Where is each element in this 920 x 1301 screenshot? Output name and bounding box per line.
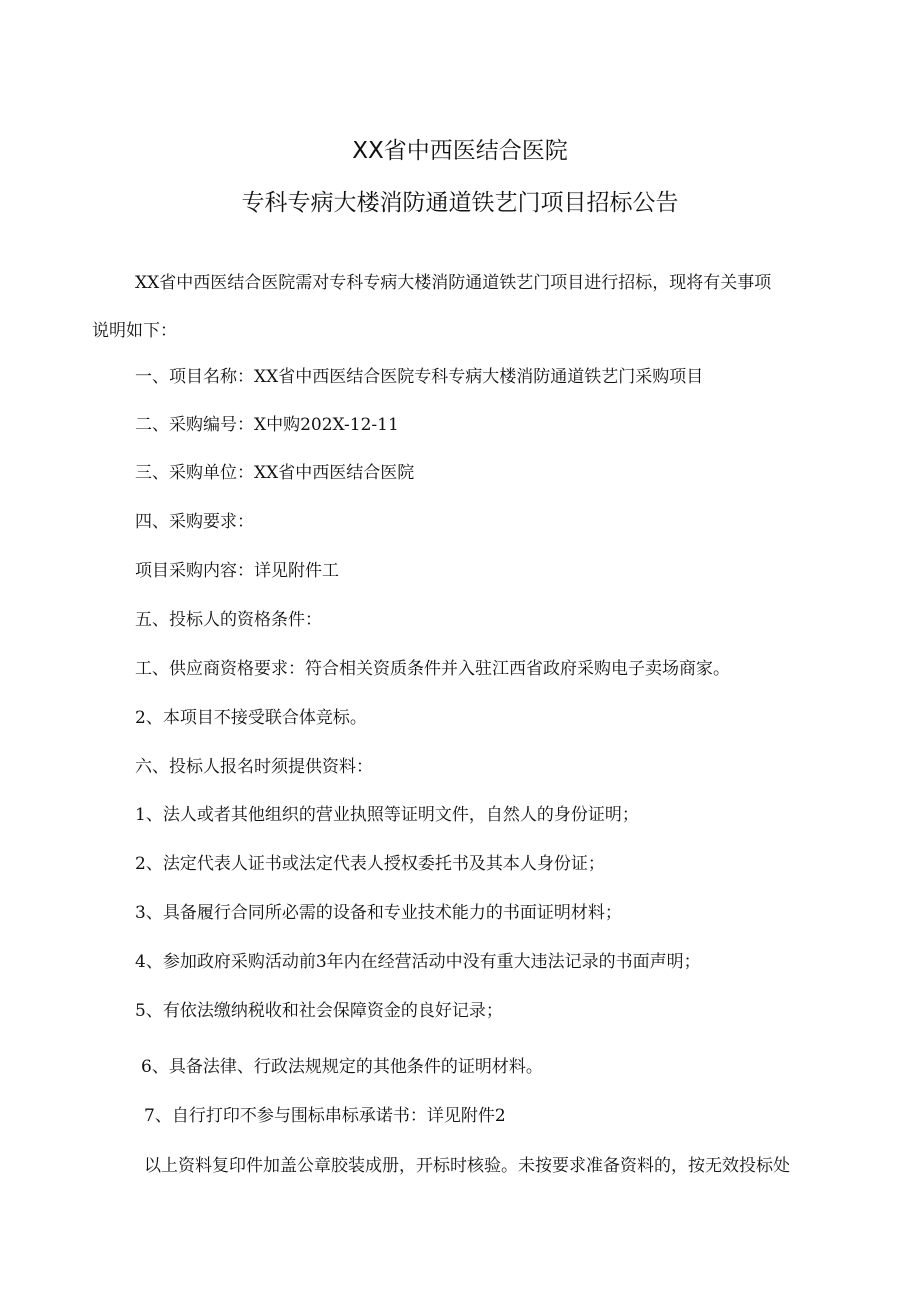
intro-paragraph-line-2: 说明如下：	[92, 321, 177, 341]
list-item-legal-representative: 2、法定代表人证书或法定代表人授权委托书及其本人身份证；	[135, 854, 605, 874]
item-supplier-requirements: 工、供应商资格要求：符合相关资质条件并入驻江西省政府采购电子卖场商家。	[135, 659, 730, 679]
item-procurement-number: 二、采购编号：X中购202X-12-11	[135, 415, 399, 435]
list-item-equipment-capability: 3、具备履行合同所必需的设备和专业技术能力的书面证明材料；	[135, 903, 622, 923]
list-item-commitment-letter: 7、自行打印不参与围标串标承诺书：详见附件2	[144, 1106, 506, 1126]
item-procurement-unit: 三、采购单位：XX省中西医结合医院	[135, 463, 415, 483]
item-bidder-qualifications: 五、投标人的资格条件：	[135, 610, 322, 630]
item-no-consortium: 2、本项目不接受联合体竞标。	[135, 708, 367, 728]
list-item-no-violation-statement: 4、参加政府采购活动前3年内在经营活动中没有重大违法记录的书面声明；	[135, 952, 701, 972]
list-item-tax-record: 5、有依法缴纳税收和社会保障资金的良好记录；	[135, 1001, 503, 1021]
document-title: XX省中西医结合医院	[352, 138, 568, 164]
item-procurement-requirements: 四、采购要求：	[135, 512, 254, 532]
item-required-materials: 六、投标人报名时须提供资料：	[135, 757, 373, 777]
list-item-other-conditions: 6、具备法律、行政法规规定的其他条件的证明材料。	[141, 1057, 543, 1077]
item-project-name: 一、项目名称：XX省中西医结合医院专科专病大楼消防通道铁艺门采购项目	[135, 367, 704, 387]
document-subtitle: 专科专病大楼消防通道铁艺门项目招标公告	[241, 190, 679, 216]
closing-paragraph: 以上资料复印件加盖公章胶装成册，开标时核验。未按要求准备资料的，按无效投标处	[144, 1156, 790, 1176]
intro-paragraph-line-1: XX省中西医结合医院需对专科专病大楼消防通道铁艺门项目进行招标，现将有关事项	[135, 273, 772, 293]
item-procurement-content: 项目采购内容：详见附件工	[135, 561, 339, 581]
list-item-business-license: 1、法人或者其他组织的营业执照等证明文件，自然人的身份证明；	[135, 805, 639, 825]
